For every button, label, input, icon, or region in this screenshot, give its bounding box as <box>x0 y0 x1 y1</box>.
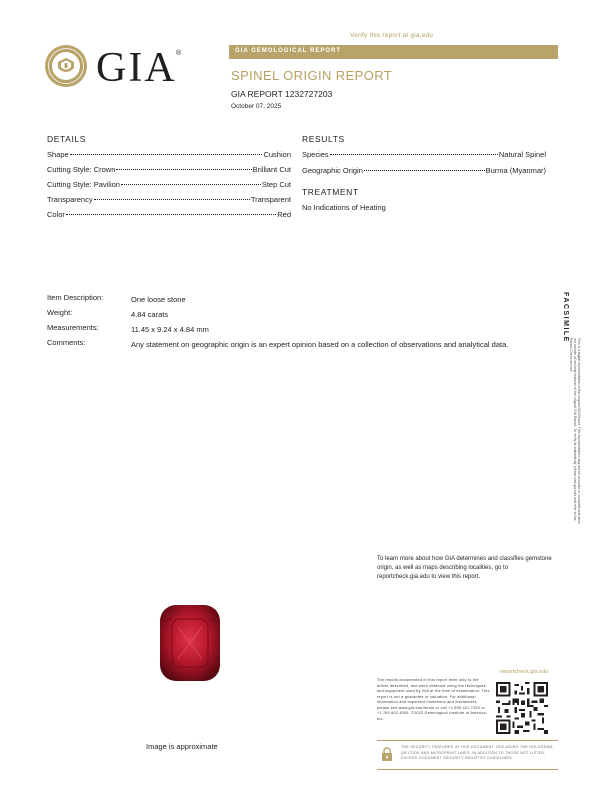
band-label: GIA GEMOLOGICAL REPORT <box>235 48 342 54</box>
details-value: Transparent <box>250 195 291 204</box>
item-label: Item Description: <box>47 293 104 302</box>
security-text: THE SECURITY FEATURES IN THIS DOCUMENT, INCLUDING THE HOLOGRAM, QR CODE AND MICROPRINT LINES, IN ADDITION TO THOSE NOT LISTED, EXCEED DOCUMENT SECURITY INDUSTRY GUIDELINES. <box>401 745 555 760</box>
image-caption: Image is approximate <box>146 742 218 751</box>
treatment-value: No Indications of Heating <box>302 203 386 212</box>
gia-logo <box>44 44 194 94</box>
details-label: Cutting Style: Pavilion <box>47 180 120 189</box>
lock-icon <box>381 747 393 761</box>
results-label: Species <box>302 150 329 159</box>
results-value: Burma (Myanmar) <box>485 166 546 175</box>
results-value: Natural Spinel <box>498 150 546 159</box>
item-value: Any statement on geographic origin is an expert opinion based on a collection of observations and analytical data. <box>131 340 509 349</box>
details-value: Cushion <box>263 150 291 159</box>
details-label: Cutting Style: Crown <box>47 165 116 174</box>
item-value: 4.84 carats <box>131 310 169 319</box>
item-info <box>47 293 557 373</box>
details-row <box>47 165 291 174</box>
details-label: Color <box>47 210 65 219</box>
details-value: Brilliant Cut <box>252 165 291 174</box>
details-row <box>47 195 291 204</box>
facsimile-text: This is a digital representation of the original GIA Report. This representation may not be accurate or complete and does not include all security features of the original GIA Report. To verify its authenticity, please visit gia.edu and refer to the Report Check service. <box>569 338 581 524</box>
facsimile-notice <box>562 292 581 524</box>
report-number: GIA REPORT 1232727203 <box>231 89 333 99</box>
item-label: Comments: <box>47 338 86 347</box>
registered-mark: ® <box>176 50 182 57</box>
report-band <box>229 45 558 59</box>
details-value: Step Cut <box>261 180 291 189</box>
details-heading: DETAILS <box>47 134 86 144</box>
item-value: One loose stone <box>131 295 186 304</box>
item-label: Weight: <box>47 308 73 317</box>
item-value: 11.45 x 9.24 x 4.84 mm <box>131 325 209 334</box>
treatment-heading: TREATMENT <box>302 187 359 197</box>
details-row <box>47 180 291 189</box>
report-title: SPINEL ORIGIN REPORT <box>231 68 393 83</box>
facsimile-title: FACSIMILE <box>562 292 569 343</box>
details-row <box>47 210 291 219</box>
reportcheck-link[interactable]: reportcheck.gia.edu <box>500 669 549 675</box>
results-heading: RESULTS <box>302 134 345 144</box>
security-bar <box>377 740 558 770</box>
qr-code[interactable] <box>496 682 548 734</box>
fine-print: The results documented in this report refer only to the article described, and were obtained using the techniques and equipment used by GIA at the time of examination. This report is not a guarantee or valuation. For additional information and important limitations and disclaimers, please see www.gia.edu/terms or call +1 800 421 7250 or +1 760 603 4500. ©2023 Gemological Institute of America, Inc. <box>377 678 490 721</box>
learn-more-text: To learn more about how GIA determines and classifies gemstone origin, as well as maps describing localities, go to reportcheck.gia.edu to view this report. <box>377 556 552 580</box>
gemstone-image <box>158 603 222 683</box>
details-value: Red <box>277 210 291 219</box>
results-row <box>302 166 546 175</box>
details-label: Transparency <box>47 195 93 204</box>
results-label: Geographic Origin <box>302 166 363 175</box>
item-label: Measurements: <box>47 323 99 332</box>
gia-seal-icon <box>44 44 88 88</box>
gia-wordmark: GIA <box>96 45 177 91</box>
details-label: Shape <box>47 150 69 159</box>
verify-link[interactable]: Verify this report at gia.edu <box>350 32 434 39</box>
report-date: October 07, 2025 <box>231 103 282 110</box>
details-row <box>47 150 291 159</box>
results-row <box>302 150 546 159</box>
